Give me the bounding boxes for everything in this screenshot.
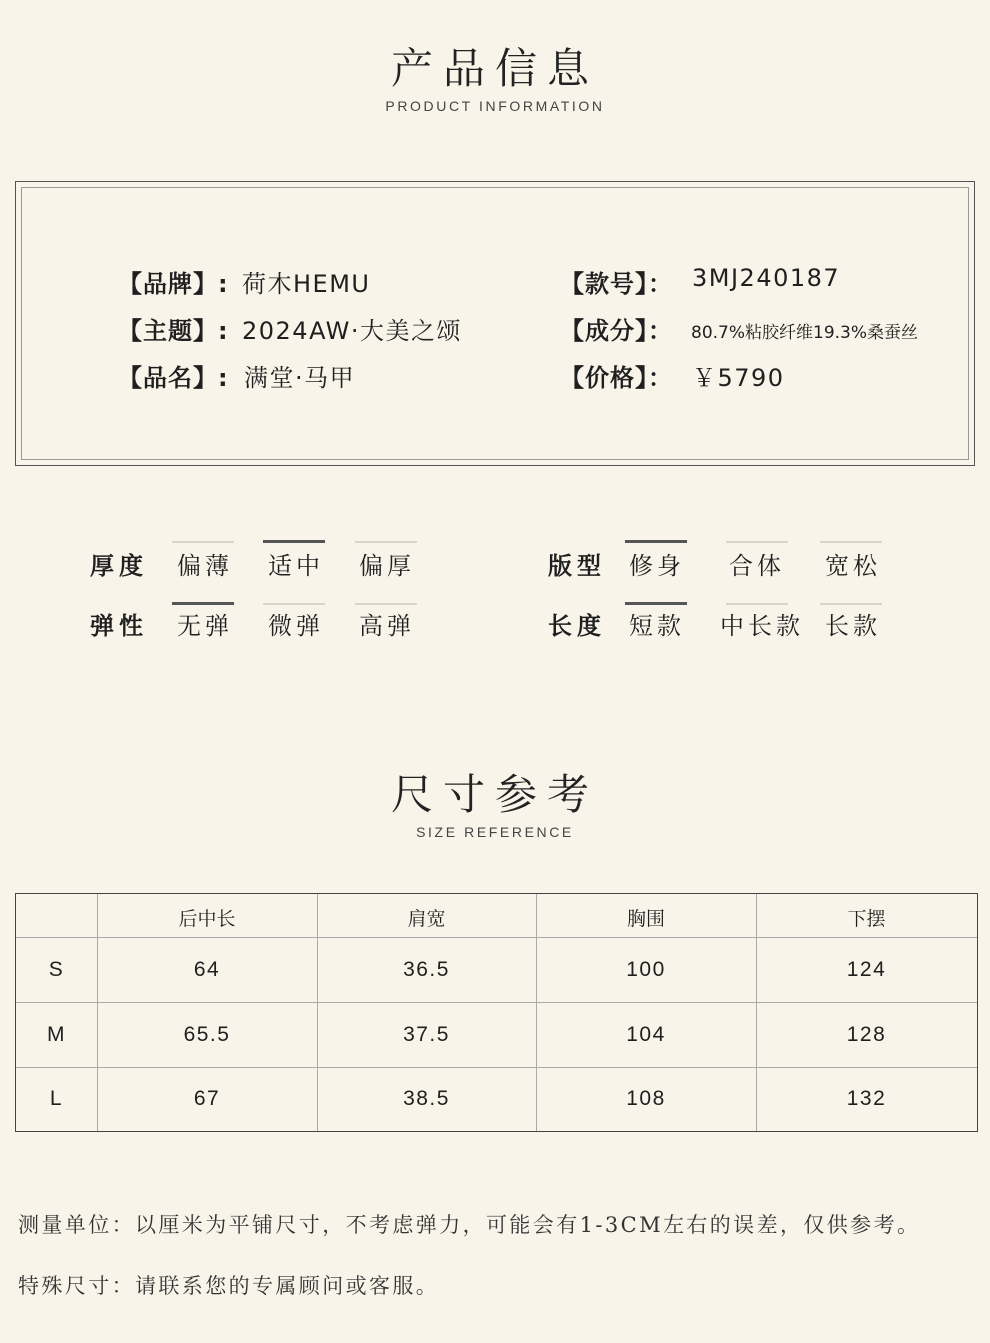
thickness-option-1: 偏薄 xyxy=(177,552,233,580)
brand-label: 【品牌】: xyxy=(118,270,229,298)
table-cell: 65.5 xyxy=(183,1023,231,1046)
table-cell: 132 xyxy=(846,1087,887,1110)
brand-value: 荷木HEMU xyxy=(242,270,371,298)
length-option-1-indicator xyxy=(625,602,687,605)
table-cell: 128 xyxy=(846,1023,887,1046)
composition-label: 【成分】： xyxy=(560,317,673,345)
price-value: ￥5790 xyxy=(692,364,785,392)
theme-label: 【主题】: xyxy=(118,317,229,345)
product-name-label: 【品名】: xyxy=(118,364,229,392)
fit-option-3-indicator xyxy=(820,541,882,543)
elasticity-option-3-indicator xyxy=(355,603,417,605)
table-cell: 64 xyxy=(193,958,221,981)
product-info-card xyxy=(15,181,975,466)
size-table xyxy=(15,893,978,1132)
fit-option-2: 合体 xyxy=(729,552,785,580)
elasticity-option-2-indicator xyxy=(263,603,325,605)
length-label: 长度 xyxy=(548,612,606,640)
table-cell: 108 xyxy=(626,1087,666,1110)
fit-option-1: 修身 xyxy=(629,552,685,580)
model-value: 3MJ240187 xyxy=(692,264,841,292)
size-cell: S xyxy=(48,958,65,981)
elasticity-label: 弹性 xyxy=(90,612,148,640)
table-cell: 104 xyxy=(626,1023,666,1046)
length-option-3-indicator xyxy=(820,603,882,605)
fit-option-1-indicator xyxy=(625,540,687,543)
table-header-cell: 肩宽 xyxy=(407,907,446,930)
elasticity-option-1-indicator xyxy=(172,602,234,605)
table-header-cell: 胸围 xyxy=(626,907,665,930)
measurement-unit-note: 测量单位：以厘米为平铺尺寸，不考虑弹力，可能会有1-3CM左右的误差，仅供参考。 xyxy=(18,1213,921,1237)
product-info-header xyxy=(0,36,990,114)
length-option-3: 长款 xyxy=(825,612,881,640)
fit-option-3: 宽松 xyxy=(825,552,881,580)
theme-value: 2024AW·大美之颂 xyxy=(242,317,463,345)
fit-label: 版型 xyxy=(548,552,606,580)
table-cell: 37.5 xyxy=(403,1023,450,1046)
elasticity-option-3: 高弹 xyxy=(359,612,415,640)
size-reference-subtitle: SIZE REFERENCE xyxy=(416,824,574,840)
price-label: 【价格】： xyxy=(560,364,673,392)
special-size-note: 特殊尺寸：请联系您的专属顾问或客服。 xyxy=(18,1274,440,1298)
thickness-option-2-indicator xyxy=(263,540,325,543)
table-header-cell: 下摆 xyxy=(847,907,886,930)
length-option-2-indicator xyxy=(726,603,788,605)
size-cell: M xyxy=(47,1023,66,1046)
size-reference-title: 尺寸参考 xyxy=(390,770,599,819)
table-cell: 38.5 xyxy=(403,1087,450,1110)
table-cell: 100 xyxy=(626,958,666,981)
size-reference-header xyxy=(0,762,990,840)
table-cell: 124 xyxy=(846,958,887,981)
thickness-option-1-indicator xyxy=(172,541,234,543)
thickness-option-3-indicator xyxy=(355,541,417,543)
thickness-option-2: 适中 xyxy=(268,552,324,580)
elasticity-option-1: 无弹 xyxy=(177,612,233,640)
product-name-value: 满堂·马甲 xyxy=(244,364,356,392)
size-cell: L xyxy=(49,1087,64,1110)
thickness-option-3: 偏厚 xyxy=(359,552,415,580)
product-info-subtitle: PRODUCT INFORMATION xyxy=(385,98,605,114)
table-header-cell xyxy=(16,894,97,937)
model-label: 【款号】： xyxy=(560,270,673,298)
fit-option-2-indicator xyxy=(726,541,788,543)
table-cell: 67 xyxy=(193,1087,221,1110)
composition-value: 80.7%粘胶纤维19.3%桑蚕丝 xyxy=(691,323,919,343)
table-header-cell: 后中长 xyxy=(178,907,236,930)
table-cell: 36.5 xyxy=(403,958,450,981)
length-option-1: 短款 xyxy=(629,612,685,640)
thickness-label: 厚度 xyxy=(90,552,148,580)
product-info-title: 产品信息 xyxy=(390,44,599,93)
length-option-2: 中长款 xyxy=(720,612,804,640)
elasticity-option-2: 微弹 xyxy=(268,612,324,640)
